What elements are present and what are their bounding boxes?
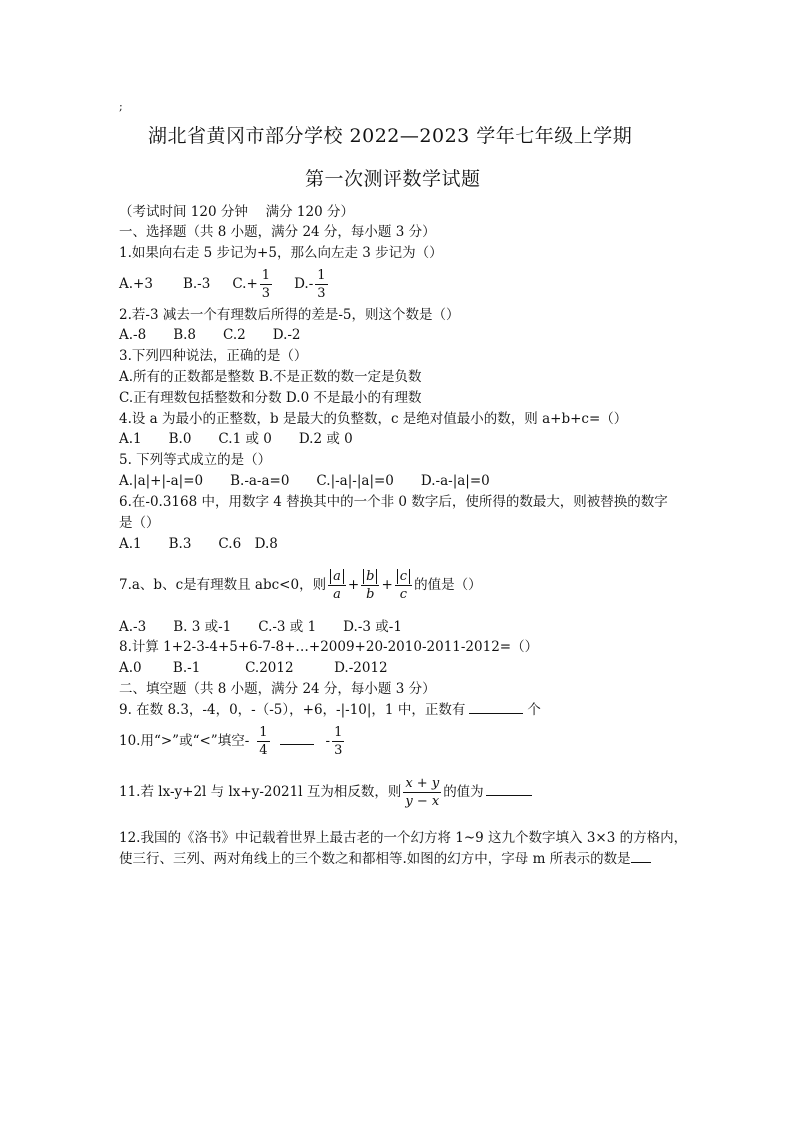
- corner-mark: ;: [119, 100, 123, 113]
- section-heading-fill: 二、填空题（共 8 小题，满分 24 分，每小题 3 分）: [119, 681, 436, 697]
- question-1-stem: 1.如果向右走 5 步记为+5，那么向左走 3 步记为（）: [119, 245, 443, 261]
- question-8-stem: 8.计算 1+2-3-4+5+6-7-8+…+2009+20-2010-2011-2012=（）: [119, 639, 539, 655]
- answer-blank[interactable]: [631, 850, 651, 863]
- question-7-options: A.-3 B. 3 或-1 C.-3 或 1 D.-3 或-1: [119, 619, 402, 635]
- question-9: 9. 在数 8.3，-4，0，-（-5），+6，-|-10|，1 中，正数有 个: [119, 702, 541, 718]
- question-7-stem: 7.a、b、c是有理数且 abc<0，则 $\frac{a}{a}$ + $\frac{b}{b}$ + $\frac{c}{c}$ 的值是（）: [119, 569, 482, 602]
- question-12-line1: 12.我国的《洛书》中记载着世界上最古老的一个幻方将 1~9 这九个数字填入 3×3 的方格内，: [119, 830, 688, 846]
- option-a: A.+3: [119, 276, 153, 292]
- fraction-quarter: $\frac{1}{4}$: [259, 725, 268, 758]
- question-4-stem: 4.设 a 为最小的正整数，b 是最大的负整数，c 是绝对值最小的数，则 a+b+c=（）: [119, 411, 628, 427]
- question-8-options: A.0 B.-1 C.2012 D.-2012: [119, 660, 388, 676]
- question-12-line2: 使三行、三列、两对角线上的三个数之和都相等.如图的幻方中，字母 m 所表示的数是: [119, 850, 651, 868]
- answer-blank[interactable]: [486, 783, 532, 796]
- answer-blank[interactable]: [469, 701, 523, 714]
- section-heading-choice: 一、选择题（共 8 小题，满分 24 分，每小题 3 分）: [119, 224, 436, 240]
- option-d: D.-: [294, 276, 314, 292]
- fraction-b: $\frac{b}{b}$: [361, 569, 379, 602]
- fraction: $\frac{1}{3}$: [261, 268, 271, 301]
- question-4-options: A.1 B.0 C.1 或 0 D.2 或 0: [119, 431, 353, 447]
- question-5-options: A.|a|+|-a|=0 B.-a-a=0 C.|-a|-|a|=0 D.-a-|a|=0: [119, 473, 490, 489]
- question-3-options-line1: A.所有的正数都是整数 B.不是正数的数一定是负数: [119, 369, 422, 385]
- option-b: B.-3: [182, 276, 211, 292]
- question-5-stem: 5. 下列等式成立的是（）: [119, 452, 272, 468]
- question-11: 11.若 lx-y+2l 与 lx+y-2021l 互为相反数，则 $\frac{x + y}{y - x}$ 的值为: [119, 772, 532, 812]
- exam-info: （考试时间 120 分钟 满分 120 分）: [119, 204, 354, 220]
- question-6-stem-cont: 是（）: [119, 515, 160, 531]
- question-10: 10.用“>”或“<”填空- $\frac{1}{4}$ - $\frac{1}{3}$: [119, 725, 343, 758]
- fraction-c: $\frac{c}{c}$: [395, 569, 412, 602]
- question-2-options: A.-8 B.8 C.2 D.-2: [119, 327, 301, 343]
- question-3-options-line2: C.正有理数包括整数和分数 D.0 不是最小的有理数: [119, 390, 422, 406]
- answer-blank[interactable]: [280, 732, 314, 745]
- fraction-third: $\frac{1}{3}$: [334, 725, 343, 758]
- question-1-options: [119, 266, 330, 302]
- page-title: 湖北省黄冈市部分学校 2022—2023 学年七年级上学期: [148, 125, 633, 147]
- fraction-a: $\frac{a}{a}$: [328, 569, 346, 602]
- question-2-stem: 2.若-3 减去一个有理数后所得的差是-5，则这个数是（）: [119, 307, 460, 323]
- fraction-expression: $\frac{x + y}{y - x}$: [405, 776, 440, 809]
- page-subtitle: 第一次测评数学试题: [305, 168, 481, 190]
- fraction: $\frac{1}{3}$: [317, 268, 326, 301]
- question-6-options: A.1 B.3 C.6 D.8: [119, 536, 278, 552]
- option-c: C.+: [232, 276, 258, 292]
- question-3-stem: 3.下列四种说法，正确的是（）: [119, 348, 308, 364]
- question-6-stem: 6.在-0.3168 中，用数字 4 替换其中的一个非 0 数字后，使所得的数最大，则被替换的数字: [119, 494, 668, 510]
